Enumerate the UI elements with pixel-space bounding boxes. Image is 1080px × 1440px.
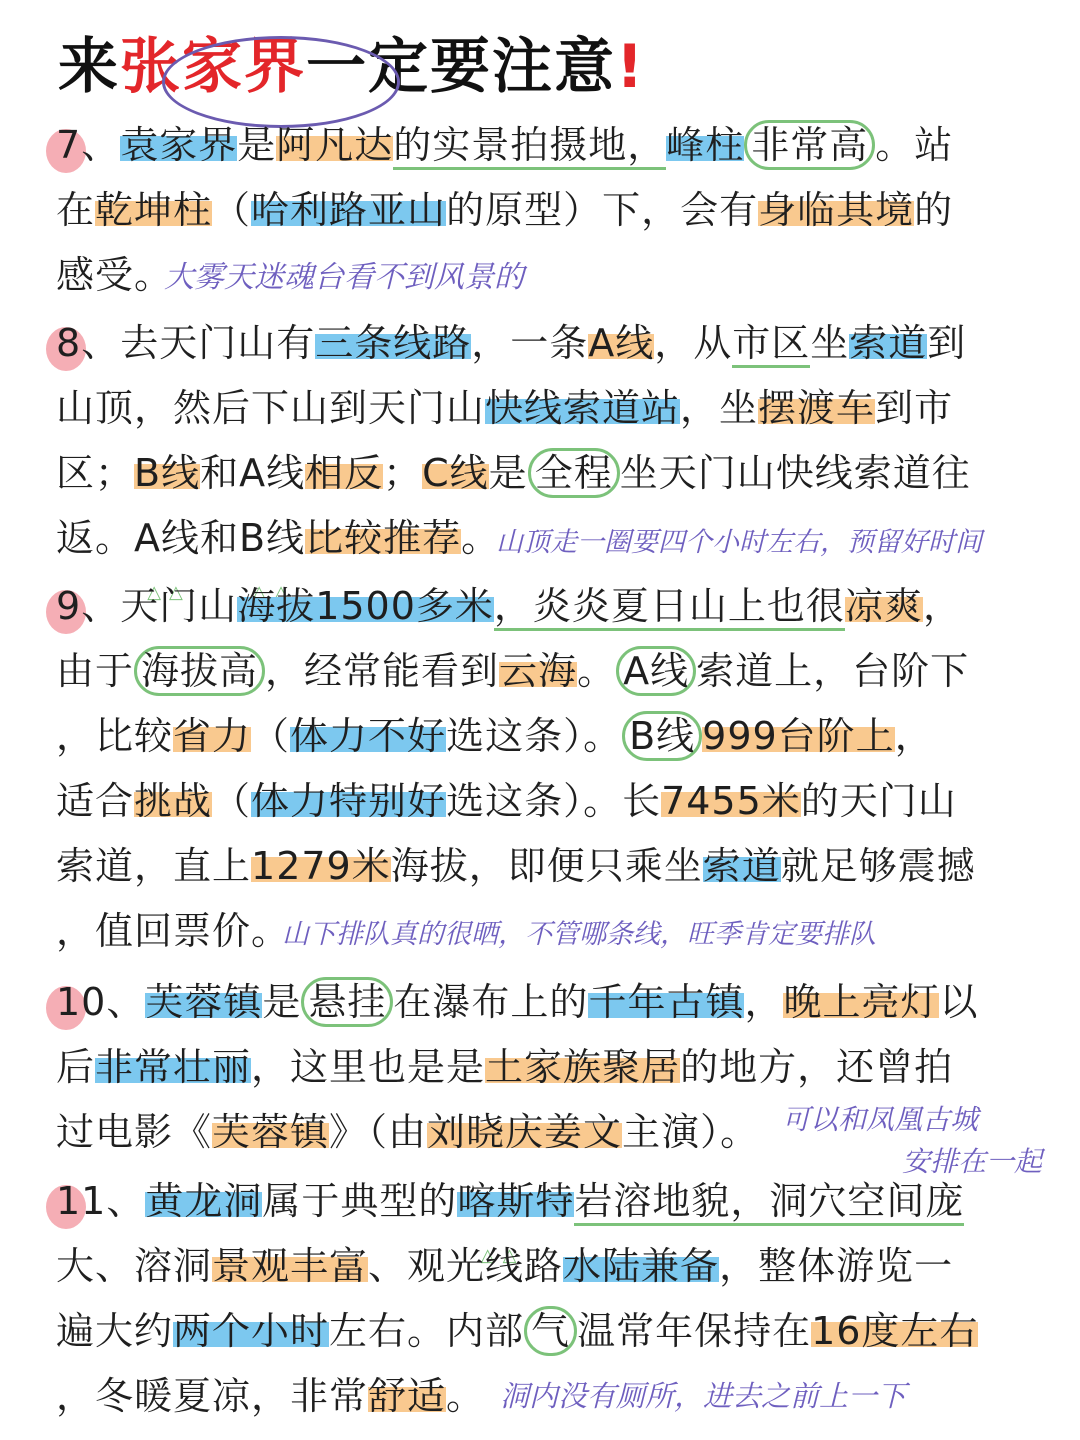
circled-text: 气: [524, 1306, 577, 1356]
text: 海拔，即便只乘坐: [390, 844, 703, 888]
title-exclamation: !: [616, 32, 646, 102]
text: ，整体游览一: [719, 1244, 954, 1288]
item-9-line-2: [56, 642, 969, 700]
item-number-9: 9: [56, 584, 82, 628]
text: ，一条: [471, 321, 589, 365]
highlight-orange: 阿凡达: [276, 123, 394, 167]
handwritten-note: 可以和凤凰古城: [782, 1103, 979, 1136]
text-underlined: ，炎炎夏日山上也很: [494, 584, 845, 631]
highlight-blue: 索道: [702, 844, 781, 888]
text-underlined: 的实景拍摄地，: [393, 123, 666, 170]
highlight-orange: A线: [588, 321, 655, 365]
item-8-line-4: [56, 509, 500, 567]
highlight-orange: C线: [422, 451, 489, 495]
highlight-blue: 水陆兼备: [563, 1244, 720, 1288]
highlight-blue: 峰柱: [666, 123, 745, 167]
text: 后: [56, 1045, 96, 1089]
text: 选这条）。长: [446, 779, 662, 823]
text: 区；: [56, 451, 135, 495]
highlight-blue: 千年古镇: [588, 980, 745, 1024]
highlight-orange: 景观丰富: [212, 1244, 369, 1288]
text: 和: [200, 516, 240, 560]
highlight-orange: 比较推荐: [305, 516, 462, 560]
item-7-line-2: [56, 181, 953, 239]
highlight-blue: 哈利路亚山: [251, 188, 447, 232]
text: 、: [106, 980, 146, 1024]
highlight-orange: 摆渡车: [758, 386, 876, 430]
text: 到: [927, 321, 967, 365]
highlight-orange: 凉爽: [844, 584, 923, 628]
highlight-orange: 土家族聚居: [485, 1045, 681, 1089]
text: 、: [81, 123, 121, 167]
text: （: [251, 714, 291, 758]
item-number-10: 10: [56, 980, 107, 1024]
text: 、: [106, 1179, 146, 1223]
text: 索道，直上: [56, 844, 252, 888]
text: 的: [914, 188, 954, 232]
text: 索道上，台阶下: [696, 649, 970, 693]
text: ，: [744, 980, 784, 1024]
text: 属于典型的: [262, 1179, 458, 1223]
circled-text: 悬挂: [301, 977, 393, 1027]
text: 和A线: [200, 451, 306, 495]
highlight-orange: 16度左右: [811, 1309, 979, 1353]
circled-text: A线: [616, 646, 696, 696]
page-title: [58, 22, 645, 112]
highlight-orange: B线: [134, 451, 201, 495]
highlight-blue: 两个小时: [173, 1309, 330, 1353]
text: 由于: [56, 649, 135, 693]
highlight-blue: 索道: [849, 321, 928, 365]
item-9-line-6: [56, 902, 290, 960]
text-marked: B线 △△: [239, 516, 305, 560]
text: 的地方，还曾拍: [680, 1045, 954, 1089]
circled-text: 全程: [528, 448, 620, 498]
text: （: [212, 188, 252, 232]
title-prefix: 来: [58, 32, 120, 102]
handwritten-note: 大雾天迷魂台看不到风景的: [164, 260, 524, 295]
text: 》（由: [329, 1110, 428, 1154]
text: ，坐: [680, 386, 759, 430]
highlight-blue: 体力特别好: [251, 779, 447, 823]
text: 是: [488, 451, 528, 495]
highlight-orange: 相反: [305, 451, 384, 495]
highlight-orange: 晚上亮灯: [783, 980, 940, 1024]
title-place-name: 张家界: [120, 32, 306, 102]
text: （: [212, 779, 252, 823]
item-8-line-2: [56, 379, 953, 437]
text: ，冬暖夏凉，非常: [56, 1374, 369, 1418]
item-9-line-4: [56, 772, 957, 830]
highlight-orange: 乾坤柱: [95, 188, 213, 232]
item-11-line-3: [56, 1302, 978, 1360]
text: 选这条）。: [446, 714, 623, 758]
item-number-7: 7: [56, 123, 82, 167]
text: 坐: [810, 321, 850, 365]
text: ；: [383, 451, 423, 495]
text: ，: [894, 714, 934, 758]
item-9-line-3: [56, 707, 934, 765]
text: 感受。: [56, 253, 174, 297]
highlight-orange: 舒适: [368, 1374, 447, 1418]
highlight-blue: 三条线路: [315, 321, 472, 365]
text: 。: [446, 1374, 486, 1418]
text: 。: [461, 516, 501, 560]
item-11-line-4: [56, 1367, 485, 1425]
text: 过电影《: [56, 1110, 213, 1154]
text: 、观光线路: [368, 1244, 564, 1288]
text: 温常年保持在: [577, 1309, 812, 1353]
text: ，这里也是是: [251, 1045, 486, 1089]
highlight-blue: 体力不好: [290, 714, 447, 758]
text: 主演）。: [622, 1110, 760, 1154]
circled-text: 非常高: [744, 120, 875, 170]
text: 的原型）下，会有: [446, 188, 759, 232]
text-underlined: 市区: [732, 321, 810, 368]
text: ，比较: [56, 714, 174, 758]
item-9-line-5: [56, 837, 976, 895]
handwritten-note: 山顶走一圈要四个小时左右，预留好时间: [496, 527, 982, 558]
highlight-orange: 999台阶上: [702, 714, 895, 758]
text: ，: [922, 584, 962, 628]
item-8-line-1: [56, 314, 966, 372]
handwritten-note: 山下排队真的很晒，不管哪条线，旺季肯定要排队: [282, 919, 876, 950]
text: 山顶，然后下山到天门山: [56, 386, 486, 430]
text: 就足够震撼: [780, 844, 976, 888]
text: ，从: [654, 321, 733, 365]
text-underlined: 岩溶地貌，洞穴空间庞: [574, 1179, 964, 1226]
text: 大、溶洞: [56, 1244, 213, 1288]
title-circle-mark: [162, 36, 400, 128]
item-10-line-3: [56, 1103, 759, 1161]
text: 遍大约: [56, 1309, 174, 1353]
item-8-line-3: [56, 444, 971, 502]
text: 在瀑布上的: [393, 980, 589, 1024]
text: 在: [56, 188, 96, 232]
circled-text: 海拔高: [134, 646, 265, 696]
item-10-line-1: [56, 973, 979, 1031]
text-marked: A线 △△: [134, 516, 200, 560]
text: 、天门山: [81, 584, 238, 628]
text: ，经常能看到: [265, 649, 500, 693]
text: 坐天门山快线索道往: [619, 451, 971, 495]
item-9-line-1: [56, 577, 962, 635]
item-10-line-2: [56, 1038, 953, 1096]
text: ，值回票价。: [56, 909, 291, 953]
text: 是: [262, 980, 302, 1024]
highlight-blue: 喀斯特 △△: [457, 1179, 574, 1223]
circled-text: B线: [622, 711, 702, 761]
item-7-line-3: [56, 246, 173, 304]
item-number-8: 8: [56, 321, 82, 365]
item-number-11: 11: [56, 1179, 107, 1223]
highlight-orange: 1279米: [251, 844, 391, 888]
text: 。: [577, 649, 617, 693]
handwritten-note: 洞内没有厕所，进去之前上一下: [500, 1379, 907, 1413]
highlight-blue: 快线索道站: [485, 386, 681, 430]
highlight-orange: 挑战: [134, 779, 213, 823]
item-11-line-1: [56, 1172, 964, 1230]
highlight-blue: 芙蓉镇: [145, 980, 263, 1024]
handwritten-note: 安排在一起: [902, 1145, 1043, 1178]
text: 以: [939, 980, 979, 1024]
text: 是: [237, 123, 277, 167]
text: 的天门山: [800, 779, 957, 823]
text: 到市: [875, 386, 954, 430]
item-11-line-2: [56, 1237, 953, 1295]
highlight-blue: 非常壮丽: [95, 1045, 252, 1089]
highlight-blue: 黄龙洞: [145, 1179, 263, 1223]
highlight-orange: 云海: [499, 649, 578, 693]
text: 左右。内部: [329, 1309, 525, 1353]
highlight-blue: 海拔1500多米: [237, 584, 494, 628]
text: 返。: [56, 516, 135, 560]
text: 适合: [56, 779, 135, 823]
highlight-orange: 芙蓉镇: [212, 1110, 330, 1154]
highlight-blue: 袁家界: [120, 123, 238, 167]
text: 。站: [875, 123, 954, 167]
title-suffix: 一定要注意: [306, 32, 616, 102]
highlight-orange: 7455米: [661, 779, 801, 823]
item-7-line-1: [56, 116, 953, 174]
highlight-orange: 刘晓庆姜文: [427, 1110, 623, 1154]
highlight-orange: 身临其境: [758, 188, 915, 232]
text: 、去天门山有: [81, 321, 316, 365]
highlight-orange: 省力: [173, 714, 252, 758]
